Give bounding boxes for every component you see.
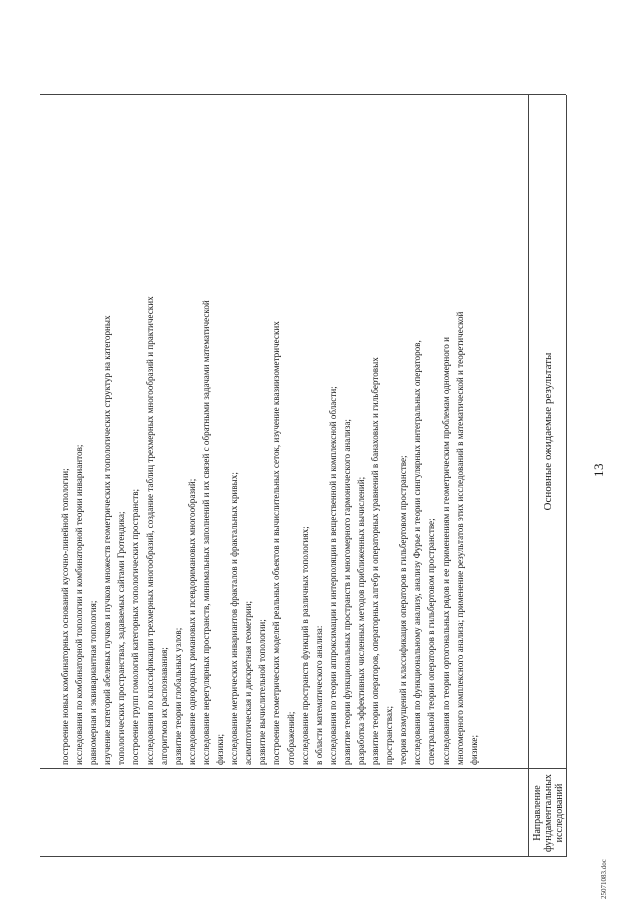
table-right-border xyxy=(40,94,566,95)
result-line: теория возмущений и классификация операторов в гильбертовом пространстве; xyxy=(398,455,409,765)
result-line: алгоритмов их распознавания; xyxy=(158,647,169,765)
header-expected-results: Основные ожидаемые результаты xyxy=(542,352,554,511)
result-line: пространствах; xyxy=(384,705,395,765)
results-cell xyxy=(58,100,518,765)
result-line: отображений; xyxy=(285,711,296,765)
result-line: исследование нерегулярных пространств, минимальных заполнений и их связей с обратными задачами математической xyxy=(200,300,211,765)
result-line: исследование однородных римановых и псевдоримановых многообразий; xyxy=(186,478,197,765)
table-left-border xyxy=(40,856,566,857)
result-line: развитие теории функциональных пространств и многомерного гармонического анализа; xyxy=(341,419,352,765)
result-line: исследования по функциональному анализу, анализу Фурье и теории сингулярных интегральных операторов, xyxy=(412,340,423,765)
header-left-line: исследований xyxy=(553,783,565,843)
result-line: построение групп гомологий категорных топологических пространств; xyxy=(130,488,141,765)
header-left-line: Направление xyxy=(531,785,543,841)
result-line: развитие теории глобальных узлов; xyxy=(172,627,183,765)
result-line: изучение категорий абелевых пучков и пучков множеств геометрических и топологических структур на категорных xyxy=(102,315,113,765)
result-line: исследование пространств функций в различных топологиях; xyxy=(299,526,310,765)
result-line: исследования по комбинаторной топологии и комбинаторной теории инвариантов; xyxy=(74,444,85,765)
column-separator xyxy=(40,768,566,769)
header-left-line: фундаментальных xyxy=(542,774,554,852)
result-line: физике; xyxy=(468,735,479,765)
result-line: асимптотическая и дискретная геометрии; xyxy=(243,600,254,765)
result-line: развитие вычислительной топологии; xyxy=(257,619,268,765)
result-line: исследования по теории аппроксимации и интерполяции в вещественной и комплексной области; xyxy=(327,386,338,765)
header-research-direction xyxy=(530,771,566,855)
result-line: исследования по теории ортогональных рядов и ее применениям и геометрическим проблемам одномерного и xyxy=(440,337,451,765)
header-separator xyxy=(528,95,529,857)
table-top-border xyxy=(566,95,567,857)
result-line: исследования по классификации трехмерных многообразий, создание таблиц трехмерных многообразий и практических xyxy=(144,296,155,765)
result-line: разработка эффективных численных методов приближенных вычислений; xyxy=(355,476,366,765)
result-line: многомерного комплексного анализа; применение результатов этих исследований в математической и теоретической xyxy=(454,311,465,765)
page-number: 13 xyxy=(591,463,606,477)
result-line: построение новых комбинаторных оснований кусочно-линейной топологии; xyxy=(60,468,70,765)
document-filename: 25071083.doc xyxy=(600,859,608,899)
result-line: физики; xyxy=(215,733,226,765)
result-line: построение геометрических моделей реальных объектов и вычислительных сеток, изучение квазиизометрических xyxy=(271,321,282,765)
result-line: равномерная и эквивариантная топология; xyxy=(88,600,99,765)
result-line: исследование метрических инвариантов фракталов и фрактальных кривых; xyxy=(229,472,240,765)
result-line: спектральной теории операторов в гильбертовом пространстве; xyxy=(426,518,437,765)
result-line: развитие теории операторов, операторных алгебр и операторных уравнений в банаховых и гильбертовых xyxy=(370,357,381,765)
result-line: в области математического анализа: xyxy=(313,625,324,765)
result-line: топологических пространствах, задаваемых сайтами Гротендика; xyxy=(116,511,127,765)
